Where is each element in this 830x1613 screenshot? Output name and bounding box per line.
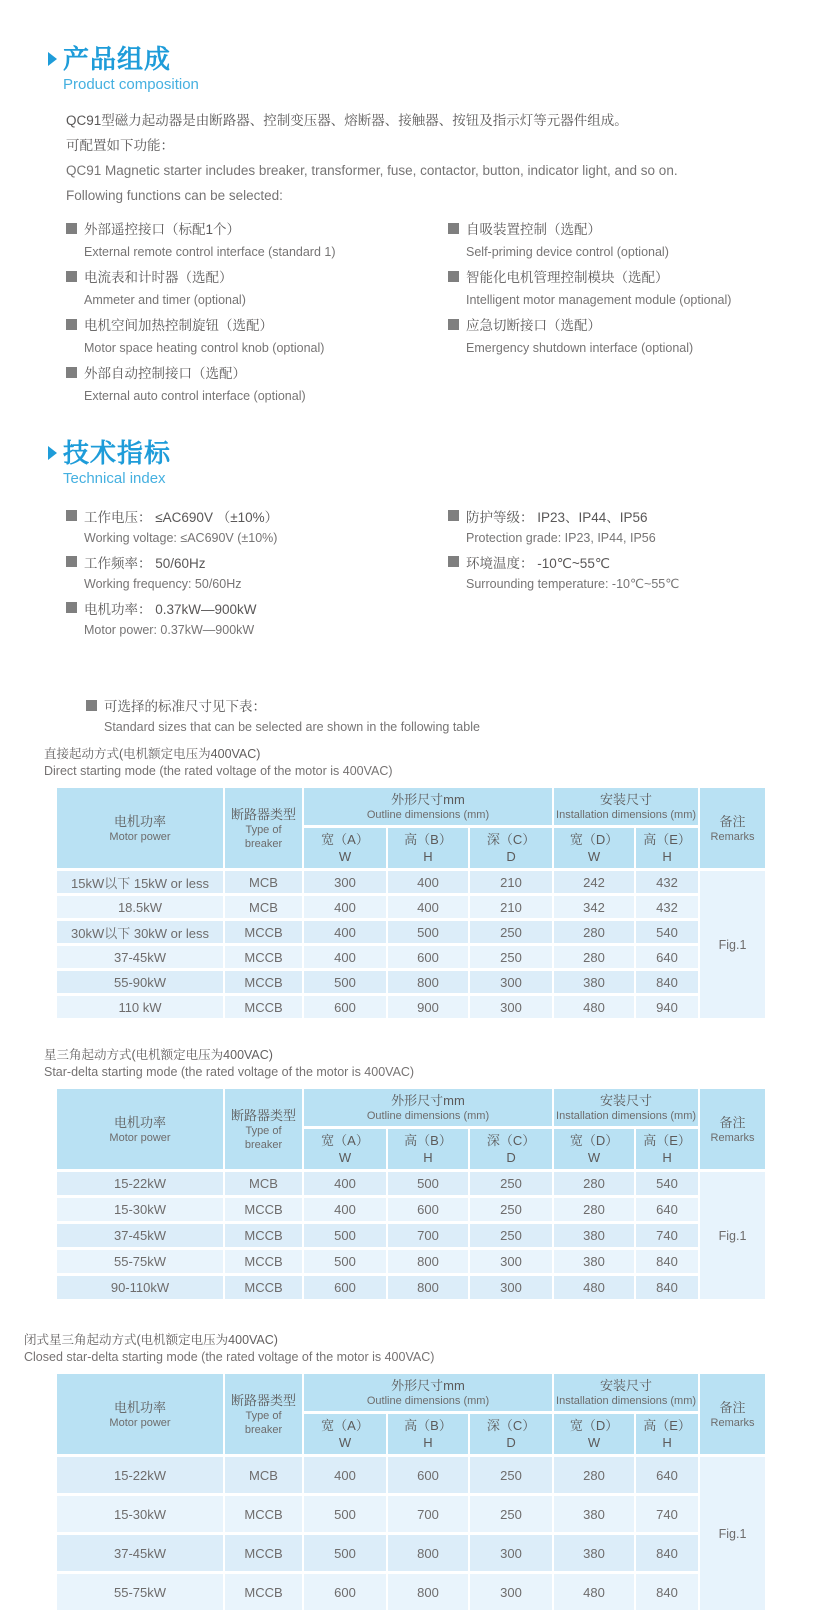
spec-item (448, 504, 830, 527)
dimension-cell: 400 (303, 945, 387, 970)
motor-power-cell: 37-45kW (56, 1534, 224, 1573)
spec-item (66, 550, 448, 573)
dimension-cell: 250 (469, 945, 553, 970)
dimension-cell: 600 (303, 1573, 387, 1612)
table-intro-cn: 星三角起动方式(电机额定电压为400VAC) (44, 1048, 273, 1062)
table-row (56, 920, 766, 945)
table-row (56, 1495, 766, 1534)
dimension-cell: 250 (469, 1197, 553, 1223)
spec-label-en: Motor power: 0.37kW—900kW (84, 623, 255, 637)
feature-item (448, 312, 830, 336)
dimension-cell: 400 (303, 895, 387, 920)
dimension-cell: 540 (635, 920, 699, 945)
feature-label-cn: 应急切断接口（选配） (466, 318, 601, 333)
table-intro-en: Direct starting mode (the rated voltage of the motor is 400VAC) (44, 764, 393, 778)
product-intro (66, 108, 830, 208)
dimension-cell: 300 (469, 1534, 553, 1573)
dimension-cell: 400 (387, 895, 469, 920)
header-width-a: 宽（A） W (303, 1128, 387, 1171)
dimension-cell: 800 (387, 1534, 469, 1573)
dimension-cell: 300 (303, 870, 387, 895)
table-body (56, 870, 766, 1020)
spec-item (66, 596, 448, 619)
section-arrow-icon (48, 52, 57, 66)
motor-power-cell: 55-90kW (56, 970, 224, 995)
closed-star-delta-table (55, 1371, 767, 1613)
header-width-a: 宽（A） W (303, 1413, 387, 1456)
feature-label-en: Emergency shutdown interface (optional) (466, 341, 694, 355)
feature-list (66, 216, 830, 408)
table-row (56, 945, 766, 970)
header-remarks: 备注 Remarks (699, 787, 766, 870)
table-row (56, 1534, 766, 1573)
remark-cell: Fig.1 (699, 1456, 766, 1612)
spec-label-cn: 防护等级： IP23、IP44、IP56 (466, 509, 648, 525)
breaker-type-cell: MCB (224, 895, 303, 920)
breaker-type-cell: MCCB (224, 945, 303, 970)
feature-label-en: Motor space heating control knob (optional) (84, 341, 325, 355)
header-outline-dimensions: 外形尺寸mm Outline dimensions (mm) (303, 787, 553, 827)
dimension-cell: 700 (387, 1495, 469, 1534)
spec-label-cn: 工作电压： ≤AC690V （±10%） (84, 509, 279, 525)
table-row (56, 895, 766, 920)
feature-label-en: Self-priming device control (optional) (466, 245, 669, 259)
spec-label-cn: 环境温度： -10℃~55℃ (466, 555, 610, 571)
table-intro-cn: 闭式星三角起动方式(电机额定电压为400VAC) (24, 1333, 278, 1347)
spec-item (66, 504, 448, 527)
bullet-square-icon (66, 223, 77, 234)
table-row (56, 1249, 766, 1275)
header-breaker-type: 断路器类型 Type of breaker (224, 1373, 303, 1456)
table-row (56, 995, 766, 1020)
section-title-row (48, 44, 830, 74)
breaker-type-cell: MCCB (224, 970, 303, 995)
breaker-type-cell: MCB (224, 1456, 303, 1495)
spec-column-right (448, 504, 830, 642)
dimension-cell: 300 (469, 970, 553, 995)
feature-column-left (66, 216, 448, 408)
dimension-cell: 432 (635, 895, 699, 920)
dimension-cell: 900 (387, 995, 469, 1020)
section-technical-index (0, 438, 830, 738)
dimension-cell: 242 (553, 870, 635, 895)
breaker-type-cell: MCCB (224, 1223, 303, 1249)
motor-power-cell: 15-22kW (56, 1456, 224, 1495)
header-height-e: 高（E） H (635, 827, 699, 870)
dimension-cell: 400 (387, 870, 469, 895)
breaker-type-cell: MCCB (224, 995, 303, 1020)
spec-item (448, 550, 830, 573)
breaker-type-cell: MCB (224, 870, 303, 895)
dimension-cell: 380 (553, 1249, 635, 1275)
motor-power-cell: 37-45kW (56, 1223, 224, 1249)
dimension-cell: 280 (553, 1456, 635, 1495)
table-row (56, 1197, 766, 1223)
dimension-cell: 800 (387, 1573, 469, 1612)
dimension-cell: 210 (469, 895, 553, 920)
feature-label-cn: 外部自动控制接口（选配） (84, 366, 246, 381)
bullet-square-icon (66, 510, 77, 521)
table-intro-en: Star-delta starting mode (the rated voltage of the motor is 400VAC) (44, 1065, 415, 1079)
section-arrow-icon (48, 446, 57, 460)
dimension-cell: 300 (469, 995, 553, 1020)
dimension-cell: 600 (387, 945, 469, 970)
table-intro-direct-starting (44, 746, 830, 780)
dimension-cell: 540 (635, 1171, 699, 1197)
bullet-square-icon (448, 223, 459, 234)
table-intro-en: Closed star-delta starting mode (the rated voltage of the motor is 400VAC) (24, 1350, 435, 1364)
header-installation-dimensions: 安装尺寸 Installation dimensions (mm) (553, 1088, 699, 1128)
dimension-cell: 400 (303, 920, 387, 945)
dimension-cell: 480 (553, 995, 635, 1020)
dimension-cell: 380 (553, 970, 635, 995)
header-height-b: 高（B） H (387, 827, 469, 870)
table-intro-star-delta (44, 1047, 830, 1081)
dimension-cell: 500 (303, 1223, 387, 1249)
breaker-type-cell: MCCB (224, 1275, 303, 1301)
motor-power-cell: 15-22kW (56, 1171, 224, 1197)
feature-column-right (448, 216, 830, 408)
header-motor-power: 电机功率 Motor power (56, 1373, 224, 1456)
header-outline-dimensions: 外形尺寸mm Outline dimensions (mm) (303, 1373, 553, 1413)
dimension-cell: 700 (387, 1223, 469, 1249)
dimension-cell: 500 (387, 1171, 469, 1197)
table-body (56, 1171, 766, 1301)
dimension-cell: 210 (469, 870, 553, 895)
header-remarks: 备注 Remarks (699, 1088, 766, 1171)
motor-power-cell: 30kW以下 30kW or less (56, 920, 224, 945)
intro-line: QC91型磁力起动器是由断路器、控制变压器、熔断器、接触器、按钮及指示灯等元器件组成。 (66, 113, 628, 128)
breaker-type-cell: MCCB (224, 1573, 303, 1612)
dimension-cell: 250 (469, 1495, 553, 1534)
header-width-d: 宽（D） W (553, 1413, 635, 1456)
dimension-cell: 342 (553, 895, 635, 920)
dimension-cell: 500 (303, 970, 387, 995)
spec-label-en: Working voltage: ≤AC690V (±10%) (84, 531, 278, 545)
bullet-square-icon (448, 556, 459, 567)
table-header (56, 787, 766, 870)
feature-item (448, 216, 830, 240)
table-intro-cn: 直接起动方式(电机额定电压为400VAC) (44, 747, 261, 761)
header-height-e: 高（E） H (635, 1128, 699, 1171)
table-row (56, 870, 766, 895)
dimension-cell: 840 (635, 1534, 699, 1573)
dimension-cell: 380 (553, 1534, 635, 1573)
table-row (56, 1171, 766, 1197)
breaker-type-cell: MCCB (224, 1534, 303, 1573)
dimension-cell: 380 (553, 1223, 635, 1249)
dimension-cell: 600 (387, 1197, 469, 1223)
dimension-cell: 640 (635, 945, 699, 970)
table-row (56, 1456, 766, 1495)
dimension-cell: 250 (469, 1171, 553, 1197)
dimension-cell: 432 (635, 870, 699, 895)
dimension-cell: 500 (303, 1495, 387, 1534)
star-delta-table (55, 1086, 767, 1302)
dimension-cell: 740 (635, 1495, 699, 1534)
dimension-cell: 280 (553, 1197, 635, 1223)
section-product-composition (0, 44, 830, 408)
breaker-type-cell: MCB (224, 1171, 303, 1197)
dimension-cell: 840 (635, 1249, 699, 1275)
feature-label-en: External auto control interface (optional) (84, 389, 306, 403)
dimension-cell: 250 (469, 1223, 553, 1249)
bullet-square-icon (66, 367, 77, 378)
dimension-cell: 840 (635, 970, 699, 995)
intro-line: 可配置如下功能： (66, 138, 174, 153)
header-motor-power: 电机功率 Motor power (56, 1088, 224, 1171)
remark-cell: Fig.1 (699, 870, 766, 1020)
motor-power-cell: 55-75kW (56, 1573, 224, 1612)
motor-power-cell: 90-110kW (56, 1275, 224, 1301)
dimension-cell: 940 (635, 995, 699, 1020)
feature-label-cn: 自吸装置控制（选配） (466, 222, 601, 237)
bullet-square-icon (448, 510, 459, 521)
motor-power-cell: 37-45kW (56, 945, 224, 970)
dimension-cell: 250 (469, 1456, 553, 1495)
spec-label-en: Protection grade: IP23, IP44, IP56 (466, 531, 656, 545)
feature-label-en: Ammeter and timer (optional) (84, 293, 246, 307)
intro-line: Following functions can be selected: (66, 188, 283, 203)
feature-item (66, 216, 448, 240)
breaker-type-cell: MCCB (224, 920, 303, 945)
header-installation-dimensions: 安装尺寸 Installation dimensions (mm) (553, 1373, 699, 1413)
header-breaker-type: 断路器类型 Type of breaker (224, 787, 303, 870)
dimension-cell: 600 (387, 1456, 469, 1495)
section-title: 技术指标 (63, 438, 172, 468)
bullet-square-icon (448, 271, 459, 282)
motor-power-cell: 15kW以下 15kW or less (56, 870, 224, 895)
bullet-square-icon (66, 271, 77, 282)
intro-line: QC91 Magnetic starter includes breaker, transformer, fuse, contactor, button, indicator light, and so on. (66, 163, 678, 178)
dimension-cell: 480 (553, 1573, 635, 1612)
dimension-cell: 600 (303, 995, 387, 1020)
feature-label-en: Intelligent motor management module (optional) (466, 293, 732, 307)
table-row (56, 1573, 766, 1612)
header-breaker-type: 断路器类型 Type of breaker (224, 1088, 303, 1171)
header-remarks: 备注 Remarks (699, 1373, 766, 1456)
motor-power-cell: 15-30kW (56, 1197, 224, 1223)
bullet-square-icon (448, 319, 459, 330)
bullet-square-icon (86, 700, 97, 711)
header-outline-dimensions: 外形尺寸mm Outline dimensions (mm) (303, 1088, 553, 1128)
header-width-d: 宽（D） W (553, 1128, 635, 1171)
feature-label-cn: 外部遥控接口（标配1个） (84, 222, 241, 237)
table-row (56, 1223, 766, 1249)
dimension-cell: 500 (387, 920, 469, 945)
header-motor-power: 电机功率 Motor power (56, 787, 224, 870)
dimension-cell: 640 (635, 1456, 699, 1495)
motor-power-cell: 18.5kW (56, 895, 224, 920)
feature-item (448, 264, 830, 288)
section-title: 产品组成 (63, 44, 172, 74)
note-item (86, 694, 830, 716)
dimension-cell: 280 (553, 920, 635, 945)
dimension-cell: 840 (635, 1275, 699, 1301)
dimension-cell: 300 (469, 1573, 553, 1612)
dimension-cell: 300 (469, 1275, 553, 1301)
spec-label-cn: 工作频率： 50/60Hz (84, 555, 206, 571)
header-height-e: 高（E） H (635, 1413, 699, 1456)
table-header (56, 1088, 766, 1171)
header-height-b: 高（B） H (387, 1128, 469, 1171)
dimension-cell: 800 (387, 1275, 469, 1301)
dimension-cell: 280 (553, 1171, 635, 1197)
dimension-cell: 800 (387, 970, 469, 995)
header-width-a: 宽（A） W (303, 827, 387, 870)
dimension-cell: 380 (553, 1495, 635, 1534)
feature-label-cn: 智能化电机管理控制模块（选配） (466, 270, 669, 285)
header-depth-c: 深（C） D (469, 1413, 553, 1456)
dimension-cell: 840 (635, 1573, 699, 1612)
note-label-en: Standard sizes that can be selected are shown in the following table (104, 720, 480, 734)
dimension-cell: 800 (387, 1249, 469, 1275)
spec-label-en: Working frequency: 50/60Hz (84, 577, 242, 591)
motor-power-cell: 55-75kW (56, 1249, 224, 1275)
standard-size-note (86, 694, 830, 738)
header-installation-dimensions: 安装尺寸 Installation dimensions (mm) (553, 787, 699, 827)
breaker-type-cell: MCCB (224, 1495, 303, 1534)
note-label-cn: 可选择的标准尺寸见下表： (104, 699, 266, 714)
motor-power-cell: 15-30kW (56, 1495, 224, 1534)
spec-label-cn: 电机功率： 0.37kW—900kW (84, 601, 257, 617)
breaker-type-cell: MCCB (224, 1249, 303, 1275)
motor-power-cell: 110 kW (56, 995, 224, 1020)
bullet-square-icon (66, 556, 77, 567)
table-row (56, 1275, 766, 1301)
spec-label-en: Surrounding temperature: -10℃~55℃ (466, 577, 680, 591)
bullet-square-icon (66, 319, 77, 330)
feature-item (66, 312, 448, 336)
section-subtitle: Product composition (63, 76, 199, 93)
header-height-b: 高（B） H (387, 1413, 469, 1456)
dimension-cell: 500 (303, 1249, 387, 1275)
dimension-cell: 500 (303, 1534, 387, 1573)
dimension-cell: 250 (469, 920, 553, 945)
dimension-cell: 740 (635, 1223, 699, 1249)
header-width-d: 宽（D） W (553, 827, 635, 870)
bullet-square-icon (66, 602, 77, 613)
dimension-cell: 640 (635, 1197, 699, 1223)
feature-item (66, 264, 448, 288)
dimension-cell: 600 (303, 1275, 387, 1301)
table-header (56, 1373, 766, 1456)
header-depth-c: 深（C） D (469, 1128, 553, 1171)
header-depth-c: 深（C） D (469, 827, 553, 870)
breaker-type-cell: MCCB (224, 1197, 303, 1223)
feature-label-en: External remote control interface (standard 1) (84, 245, 336, 259)
dimension-cell: 280 (553, 945, 635, 970)
section-subtitle: Technical index (63, 470, 166, 487)
dimension-cell: 480 (553, 1275, 635, 1301)
spec-column-left (66, 504, 448, 642)
dimension-cell: 400 (303, 1171, 387, 1197)
dimension-cell: 400 (303, 1197, 387, 1223)
table-intro-closed-star-delta (24, 1332, 830, 1366)
feature-label-cn: 电机空间加热控制旋钮（选配） (84, 318, 273, 333)
direct-starting-table (55, 785, 767, 1021)
section-title-row (48, 438, 830, 468)
table-body (56, 1456, 766, 1612)
feature-label-cn: 电流表和计时器（选配） (84, 270, 233, 285)
feature-item (66, 360, 448, 384)
dimension-cell: 300 (469, 1249, 553, 1275)
remark-cell: Fig.1 (699, 1171, 766, 1301)
table-row (56, 970, 766, 995)
spec-list (66, 504, 830, 642)
dimension-cell: 400 (303, 1456, 387, 1495)
